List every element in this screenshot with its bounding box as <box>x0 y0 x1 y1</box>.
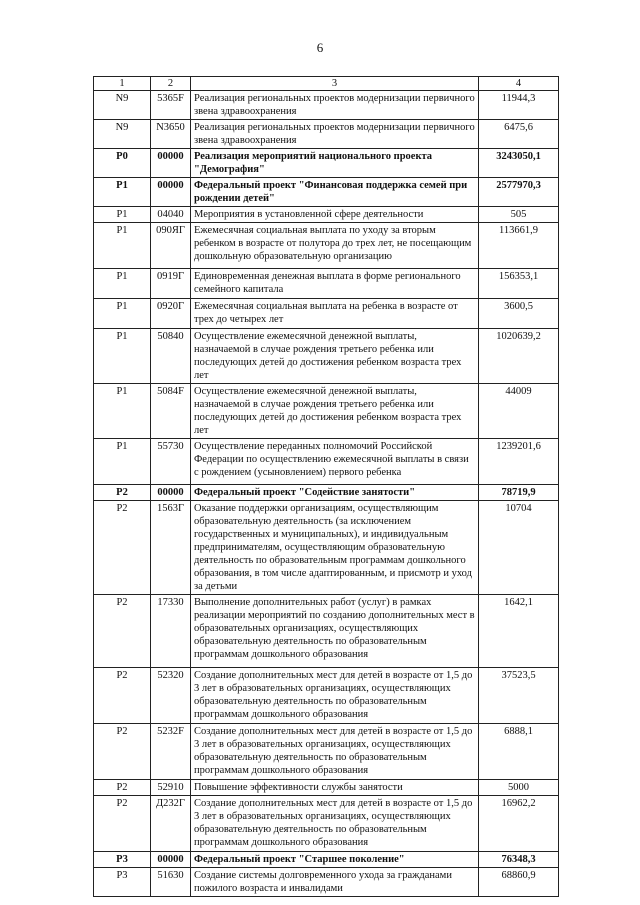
row-subcode: 090ЯГ <box>151 223 191 269</box>
row-amount: 505 <box>479 207 559 223</box>
row-description: Федеральный проект "Содействие занятости" <box>191 485 479 501</box>
row-subcode: 5232F <box>151 724 191 780</box>
row-amount: 1239201,6 <box>479 439 559 485</box>
row-description: Федеральный проект "Финансовая поддержка семей при рождении детей" <box>191 178 479 207</box>
row-code: P2 <box>94 724 151 780</box>
table-row <box>94 299 559 329</box>
row-description: Оказание поддержки организациям, осуществляющим образовательную деятельность (за исключением государственных и муниципальных), и индивидуальным предпринимателям, осуществляющим образовательную деятельность по образовательным программам дошкольного образования, в том числе адаптированным, и присмотр и уход за детьми <box>191 501 479 595</box>
row-amount: 68860,9 <box>479 868 559 897</box>
column-header-4: 4 <box>479 77 559 91</box>
row-subcode: 0920Г <box>151 299 191 329</box>
row-description: Создание дополнительных мест для детей в возрасте от 1,5 до 3 лет в образовательных организациях, осуществляющих образовательную деятельность по образовательным программам дошкольного образования <box>191 668 479 724</box>
row-code: N9 <box>94 120 151 149</box>
row-subcode: Д232Г <box>151 796 191 852</box>
row-amount: 37523,5 <box>479 668 559 724</box>
table-row <box>94 149 559 178</box>
row-amount: 10704 <box>479 501 559 595</box>
row-code: P1 <box>94 269 151 299</box>
table-row <box>94 724 559 780</box>
row-subcode: N3650 <box>151 120 191 149</box>
row-description: Реализация мероприятий национального проекта "Демография" <box>191 149 479 178</box>
row-code: P1 <box>94 178 151 207</box>
row-code: P0 <box>94 149 151 178</box>
row-description: Ежемесячная социальная выплата на ребенка в возрасте от трех до четырех лет <box>191 299 479 329</box>
row-code: P1 <box>94 299 151 329</box>
row-code: P1 <box>94 223 151 269</box>
row-code: P3 <box>94 868 151 897</box>
row-description: Осуществление переданных полномочий Российской Федерации по осуществлению ежемесячной выплаты в связи с рождением (усыновлением) первого ребенка <box>191 439 479 485</box>
row-description: Повышение эффективности службы занятости <box>191 780 479 796</box>
table-row <box>94 384 559 439</box>
row-description: Реализация региональных проектов модернизации первичного звена здравоохранения <box>191 120 479 149</box>
table-row <box>94 485 559 501</box>
row-amount: 2577970,3 <box>479 178 559 207</box>
row-description: Осуществление ежемесячной денежной выплаты, назначаемой в случае рождения третьего ребенка или последующих детей до достижения ребенком возраста трех лет <box>191 384 479 439</box>
table-row <box>94 91 559 120</box>
row-subcode: 52910 <box>151 780 191 796</box>
table-row <box>94 868 559 897</box>
table-row <box>94 780 559 796</box>
table-row <box>94 120 559 149</box>
row-subcode: 51630 <box>151 868 191 897</box>
column-header-2: 2 <box>151 77 191 91</box>
row-code: P1 <box>94 439 151 485</box>
row-amount: 16962,2 <box>479 796 559 852</box>
row-code: P1 <box>94 329 151 384</box>
table-row <box>94 439 559 485</box>
row-subcode: 00000 <box>151 485 191 501</box>
table-row <box>94 501 559 595</box>
table-row <box>94 668 559 724</box>
row-amount: 6475,6 <box>479 120 559 149</box>
table-header-row <box>94 77 559 91</box>
row-subcode: 00000 <box>151 149 191 178</box>
row-description: Осуществление ежемесячной денежной выплаты, назначаемой в случае рождения третьего ребенка или последующих детей до достижения ребенком возраста трех лет <box>191 329 479 384</box>
page-number: 6 <box>316 40 324 55</box>
row-description: Создание системы долговременного ухода за гражданами пожилого возраста и инвалидами <box>191 868 479 897</box>
row-code: P2 <box>94 780 151 796</box>
row-amount: 11944,3 <box>479 91 559 120</box>
row-description: Создание дополнительных мест для детей в возрасте от 1,5 до 3 лет в образовательных организациях, осуществляющих образовательную деятельность по образовательным программам дошкольного образования <box>191 796 479 852</box>
row-code: P2 <box>94 796 151 852</box>
row-amount: 3600,5 <box>479 299 559 329</box>
row-amount: 78719,9 <box>479 485 559 501</box>
row-amount: 1020639,2 <box>479 329 559 384</box>
row-code: N9 <box>94 91 151 120</box>
row-subcode: 5365F <box>151 91 191 120</box>
row-description: Федеральный проект "Старшее поколение" <box>191 852 479 868</box>
table-row <box>94 223 559 269</box>
row-subcode: 00000 <box>151 178 191 207</box>
row-subcode: 1563Г <box>151 501 191 595</box>
row-amount: 113661,9 <box>479 223 559 269</box>
table-row <box>94 852 559 868</box>
row-amount: 6888,1 <box>479 724 559 780</box>
table-row <box>94 595 559 668</box>
row-subcode: 04040 <box>151 207 191 223</box>
row-code: P3 <box>94 852 151 868</box>
row-code: P2 <box>94 668 151 724</box>
column-header-1: 1 <box>94 77 151 91</box>
row-subcode: 52320 <box>151 668 191 724</box>
row-description: Ежемесячная социальная выплата по уходу за вторым ребенком в возрасте от полутора до трех лет, не посещающим дошкольную образовательную организацию <box>191 223 479 269</box>
row-subcode: 17330 <box>151 595 191 668</box>
row-subcode: 0919Г <box>151 269 191 299</box>
row-code: P1 <box>94 384 151 439</box>
row-amount: 3243050,1 <box>479 149 559 178</box>
row-description: Единовременная денежная выплата в форме регионального семейного капитала <box>191 269 479 299</box>
row-subcode: 00000 <box>151 852 191 868</box>
table-row <box>94 269 559 299</box>
table-row <box>94 329 559 384</box>
budget-table <box>93 76 559 897</box>
row-description: Реализация региональных проектов модернизации первичного звена здравоохранения <box>191 91 479 120</box>
row-code: P2 <box>94 485 151 501</box>
row-amount: 44009 <box>479 384 559 439</box>
row-amount: 156353,1 <box>479 269 559 299</box>
row-code: P1 <box>94 207 151 223</box>
table-row <box>94 207 559 223</box>
row-amount: 76348,3 <box>479 852 559 868</box>
row-amount: 1642,1 <box>479 595 559 668</box>
column-header-3: 3 <box>191 77 479 91</box>
row-subcode: 55730 <box>151 439 191 485</box>
row-description: Выполнение дополнительных работ (услуг) в рамках реализации мероприятий по созданию дополнительных мест в образовательных организациях, осуществляющих образовательную деятельность по образовательным программам дошкольного образования <box>191 595 479 668</box>
row-code: P2 <box>94 501 151 595</box>
row-amount: 5000 <box>479 780 559 796</box>
table-row <box>94 796 559 852</box>
row-code: P2 <box>94 595 151 668</box>
row-description: Мероприятия в установленной сфере деятельности <box>191 207 479 223</box>
row-description: Создание дополнительных мест для детей в возрасте от 1,5 до 3 лет в образовательных организациях, осуществляющих образовательную деятельность по образовательным программам дошкольного образования <box>191 724 479 780</box>
table-row <box>94 178 559 207</box>
row-subcode: 5084F <box>151 384 191 439</box>
row-subcode: 50840 <box>151 329 191 384</box>
